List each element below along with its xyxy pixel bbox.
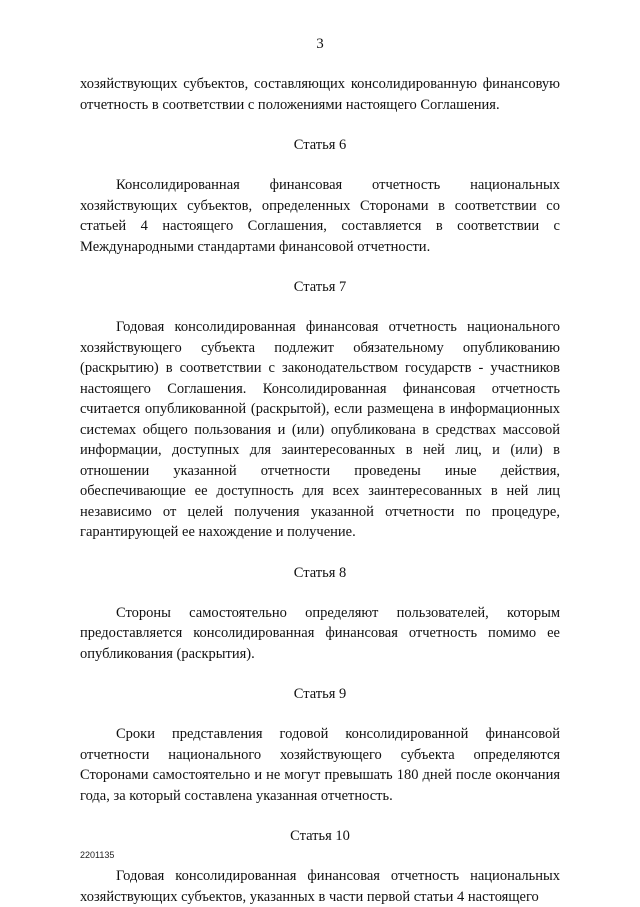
article-text: Сроки представления годовой консолидированной финансовой отчетности национального хозяйствующего субъекта определяются Сторонами самостоятельно и не могут превышать 180 дней после окончания года, за который составлена указанная отчетность.	[80, 726, 560, 804]
article-text: Стороны самостоятельно определяют пользователей, которым предоставляется консолидированная финансовая отчетность помимо ее опубликования (раскрытия).	[80, 604, 560, 662]
document-code: 2201135	[80, 850, 115, 860]
article-9	[80, 684, 560, 806]
article-text: Годовая консолидированная финансовая отчетность национального хозяйствующего субъекта подлежит обязательному опубликованию (раскрытию) в соответствии с законодательством государств - участников настоящего Соглашения. Консолидированная финансовая отчетность считается опубликованной (раскрытой), если размещена в информационных системах общего пользования и (или) опубликована в средствах массовой информации, доступных для заинтересованных в ней лиц, и (или) в отношении указанной отчетности проведены иные действия, обеспечивающие ее доступность для всех заинтересованных в ней лиц независимо от целей получения указанной отчетности по процедуре, гарантирующей ее нахождение и получение.	[80, 319, 560, 540]
article-7	[80, 277, 560, 543]
article-text: Годовая консолидированная финансовая отчетность национальных хозяйствующих субъектов, указанных в части первой статьи 4 настоящего	[80, 868, 560, 905]
article-title: Статья 6	[293, 137, 347, 153]
intro-paragraph: хозяйствующих субъектов, составляющих консолидированную финансовую отчетность в соответствии с положениями настоящего Соглашения.	[80, 76, 560, 113]
article-title: Статья 10	[290, 828, 350, 844]
document-body	[80, 74, 560, 907]
article-title: Статья 9	[293, 686, 347, 702]
article-text: Консолидированная финансовая отчетность национальных хозяйствующих субъектов, определенных Сторонами в соответствии со статьей 4 настоящего Соглашения, составляется в соответствии с Международными стандартами финансовой отчетности.	[80, 177, 560, 255]
article-10	[80, 826, 560, 907]
page-number: 3	[316, 36, 324, 52]
article-6	[80, 135, 560, 257]
article-title: Статья 8	[293, 564, 347, 581]
article-title: Статья 7	[293, 279, 347, 295]
article-8	[80, 563, 560, 665]
